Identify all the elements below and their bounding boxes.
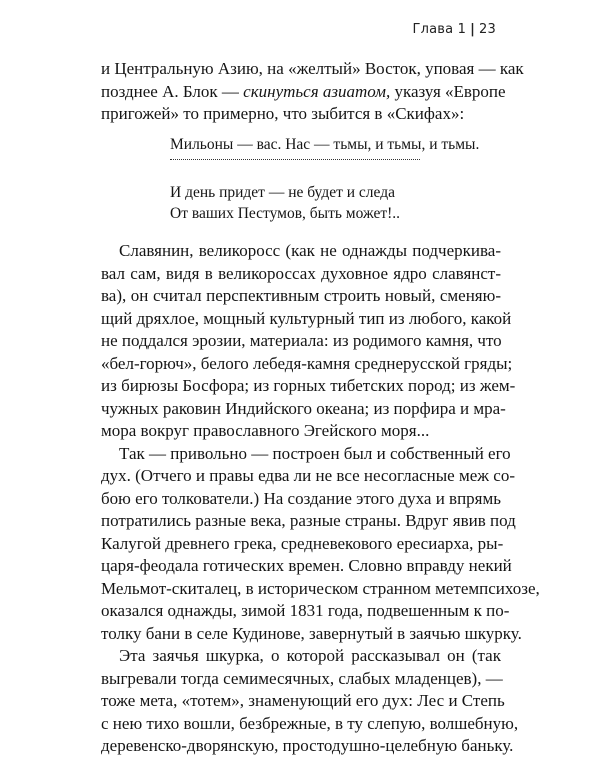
text-line: Мельмот-скиталец, в историческом странном метемпсихозе, (101, 578, 540, 598)
body-paragraph (101, 443, 540, 646)
emphasis-text: скинуться азиатом, (243, 81, 391, 101)
verse-omission-dots (170, 159, 420, 160)
text-line: дух. (Отчего и правы едва ли не все несогласные меж со- (101, 466, 515, 485)
page-number: 23 (479, 22, 496, 37)
text-line: Славянин, великоросс (как не однажды подчеркива- (119, 241, 501, 260)
text-line: щий дряхлое, мощный культурный тип из любого, какой (101, 308, 512, 328)
body-paragraph (101, 240, 516, 443)
running-header (412, 22, 496, 37)
text-line: «бел-горюч», белого лебедя-камня среднерусской гряды; (101, 353, 513, 373)
text-line: бою его толкователи.) На создание этого духа и впрямь (101, 488, 501, 508)
text-line: Эта заячья шкурка, о которой рассказывал он (так (119, 646, 501, 665)
text-line: Так — привольно — построен был и собственный его (119, 443, 511, 463)
intro-paragraph (101, 58, 524, 126)
text-line: пригожей» то примерно, что зыбится в «Скифах»: (101, 104, 465, 123)
header-separator: | (470, 22, 476, 37)
body-paragraph (101, 645, 519, 758)
text-line: толку бани в селе Кудинове, завернутый в заячью шкурку. (101, 623, 522, 643)
text-line: царя-феодала готических времен. Словно вправду некий (101, 556, 512, 575)
text-line: мора вокруг православного Эгейского моря... (101, 421, 430, 440)
text-line: не поддался эрозии, материала: из родимого камня, что (101, 331, 502, 350)
text-line: позднее А. Блок — скинуться азиатом, указуя «Европе (101, 81, 506, 101)
verse-line: От ваших Пестумов, быть может!.. (170, 205, 401, 222)
text-line: Калугой древнего грека, средневекового ересиарха, ры- (101, 533, 504, 553)
text-line: из бирюзы Босфора; из горных тибетских пород; из жем- (101, 376, 516, 395)
text-line: выгревали тогда семимесячных, слабых младенцев), — (101, 668, 503, 688)
verse-line: И день придет — не будет и следа (170, 184, 395, 201)
text-line: ва), он считал перспективным строить новый, сменяю- (101, 286, 501, 305)
text-line: потратились разные века, разные страны. Вдруг явив под (101, 511, 516, 530)
text-line: тоже мета, «тотем», знаменующий его дух: Лес и Степь (101, 691, 505, 710)
text-line: чужных раковин Индийского океана; из порфира и мра- (101, 398, 506, 418)
text-line: оказался однажды, зимой 1831 года, подвешенным к по- (101, 601, 510, 620)
verse-line: Мильоны — вас. Нас — тьмы, и тьмы, и тьмы. (170, 136, 480, 153)
text-line: вал сам, видя в великороссах духовное ядро славянст- (101, 263, 501, 283)
text-line: деревенско-дворянскую, простодушно-целебную баньку. (101, 736, 514, 755)
text-line: и Центральную Азию, на «желтый» Восток, уповая — как (101, 59, 524, 78)
chapter-label: Глава 1 (412, 22, 467, 37)
text-line: с нею тихо вошли, безбрежные, в ту слепую, волшебную, (101, 713, 519, 733)
